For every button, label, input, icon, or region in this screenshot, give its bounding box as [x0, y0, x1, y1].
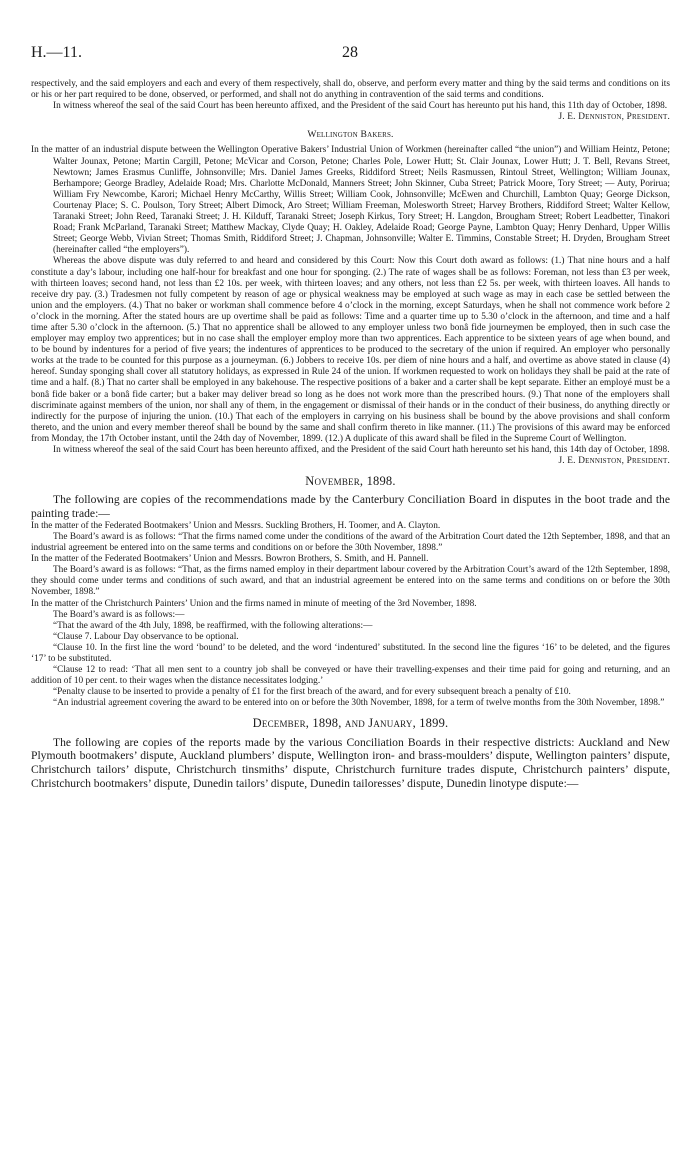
section-intro: The following are copies of the recommendations made by the Canterbury Conciliation Board in disputes in the boot trade and the painting trade:— [31, 493, 670, 521]
witness-text: In witness whereof the seal of the said Court has been hereunto affixed, and the President of the said Court has hereunto put his hand, this 11th day of October, 1898. [53, 101, 668, 112]
award-item: “Clause 12 to read: ‘That all men sent to a country job shall be conveyed or have their travelling-expenses and their time paid for going and returning, and an addition of 10 per cent. to their wages when the distance necessitates lodging.’ [31, 665, 670, 687]
case-title: In the matter of the Christchurch Painters’ Union and the firms named in minute of meeting of the 3rd November, 1898. [31, 598, 477, 609]
case-title: In the matter of the Federated Bootmakers’ Union and Messrs. Bowron Brothers, S. Smith, and H. Pannell. [31, 554, 429, 565]
witness-clause [31, 101, 670, 112]
report-reference: H.—11. [31, 44, 82, 61]
case-title: In the matter of the Federated Bootmakers’ Union and Messrs. Suckling Brothers, H. Toomer, and A. Clayton. [31, 520, 441, 531]
case-award-lead: The Board’s award is as follows:— [53, 609, 185, 620]
signature: J. E. Denniston, President. [558, 456, 670, 467]
award-item: “Penalty clause to be inserted to provide a penalty of £1 for the first breach of the award, and for every subsequent breach a penalty of £10. [53, 687, 571, 698]
page-number: 28 [342, 44, 358, 61]
section-intro: The following are copies of the reports made by the various Conciliation Boards in their respective districts: Auckland and New Plymouth bootmakers’ dispute, Auckland plumbers’ dispute, Wellington iron- and brass-moulders’ dispute, Wellington painters’ dispute, Christchurch tailors’ dispute, Christchurch tinsmiths’ dispute, Christchurch furniture trades dispute, Christchurch painters’ dispute, Christchurch bootmakers’ dispute, Dunedin tailors’ dispute, Dunedin tailoresses’ dispute, Dunedin linotype dispute:— [31, 735, 670, 790]
signature-line [31, 456, 670, 467]
section-title-wellington-bakers: Wellington Bakers. [307, 129, 394, 141]
dispute-parties: In the matter of an industrial dispute between the Wellington Operative Bakers’ Industrial Union of Workmen (hereinafter called “the union”) and William Heintz, Petone; Walter Jounax, Petone; Martin Cargill, Petone; McVicar and Corson, Petone; Charles Pole, Lower Hutt; St. Clair Jounax, Lower Hutt; J. T. Bell, Revans Street, Newtown; James Erasmus Cunliffe, Johnsonville; Mrs. Daniel James Greeks, Riddiford Street; Neils Rasmussen, Rintoul Street, Wellington; William Jounax, Berhampore; George Bradley, Adelaide Road; Mrs. Charlotte McDonald, Manners Street; John Skinner, Cuba Street; Patrick Moore, Tory Street; — Auty, Porirua; William Fry Newcombe, Karori; Michael Henry McCarthy, Willis Street; William Cook, Johnsonville; McEwen and Churchill, Lambton Quay; George Dickson, Courtenay Place; S. C. Poulson, Tory Street; Albert Dimock, Aro Street; William Freeman, Molesworth Street; Harvey Brothers, Riddiford Street; Walter Kellow, Taranaki Street; John Reed, Taranaki Street; J. H. Kilduff, Taranaki Street; Joseph Kirkus, Tory Street; H. Langdon, Brougham Street; Robert Leadbetter, Tinakori Road; Frank McParland, Taranaki Street; Matthew Mackay, Clyde Quay; H. Oakley, Adelaide Road; George Payne, Lambton Quay; Henry Denhard, Upper Willis Street; George Webb, Vivian Street; Thomas Smith, Riddiford Street; J. Chapman, Johnsonville; Walter E. Timmins, Constable Street; H. Dryden, Brougham Street (hereinafter called “the employers”). [31, 145, 670, 256]
section-heading-december: December, 1898, and January, 1899. [252, 716, 449, 731]
signature: J. E. Denniston, President. [558, 112, 670, 123]
continuation-paragraph: respectively, and the said employers and each and every of them respectively, shall do, observe, and perform every matter and thing by the said terms and conditions on its or his or her part required to be done, observed, or performed, and shall not do anything in contravention of the said terms and conditions. [31, 79, 670, 101]
award-item: “Clause 7. Labour Day observance to be optional. [53, 631, 239, 642]
witness-clause: In witness whereof the seal of the said Court has been hereunto affixed, and the President of the said Court hath hereunto set his hand, this 14th day of October, 1898. [53, 445, 670, 455]
signature-line [31, 112, 670, 123]
case-award: The Board’s award is as follows: “That the firms named come under the conditions of the award of the Arbitration Court dated the 12th September, 1898, and that an industrial agreement be entered into on the same terms and conditions on or before the 30th November, 1898.” [31, 531, 670, 554]
page-body [31, 79, 670, 791]
award-text: Whereas the above dispute was duly referred to and heard and considered by this Court: Now this Court doth award as follows: (1.) That nine hours and a half constitute a day’s labour, including one half-hour for breakfast and one hour for sponging. (2.) The rate of wages shall be as follows: Foreman, not less than £3 per week, with thirteen loaves; second hand, not less than £2 10s. per week, with thirteen loaves; and any others, not less than £2 5s. per week, with thirteen loaves. All hands to receive dry pay. (3.) Tradesmen not fully competent by reason of age or physical weakness may be employed at such wage as may in each case be settled between the union and the employers. (4.) That no baker or workman shall commence before 4 o’clock in the morning, except Saturdays, when he shall not commence work before 2 o’clock in the morning. After the stated hours are up overtime shall be paid as follows: Time and a quarter time up to 5.30 o’clock in the afternoon, and time and a half time after 5.30 o’clock in the afternoon. (5.) That no apprentice shall be allowed to any employer unless two bonâ fide journeymen be employed, then in such case the employer may employ two apprentices; but in no case shall the employer employ more than two apprentices. Each apprentice to be sixteen years of age when bound, and to be bound by indentures for a period of five years; the indentures of apprentices to be produced to the secretary of the union if required. An employer who personally works at the trade to be counted for this purpose as a journeyman. (6.) Jobbers to receive 10s. per diem of nine hours and a half, and overtime as above stated in clause (4) hereof. Sunday sponging shall cover all statutory holidays, as expressed in Rule 24 of the union. If workmen requested to work on holidays they shall be paid at the rate of time and a half. (8.) That no carter shall be employed in any bakehouse. The respective positions of a baker and a carter shall be kept separate. Either an employé must be a bonâ fide baker or a bonâ fide carter; but a baker may deliver bread so long as he does not work more than the prescribed hours. (9.) That none of the employers shall discriminate against members of the union, nor shall any of them, in the engagement or dismissal of their hands or in the conduct of their business, do anything directly or indirectly for the purpose of injuring the union. (10.) That each of the employers in carrying on his business shall be bound by the above provisions and shall conform thereto, and the union and every member thereof shall be bound by the same and shall confirm thereto in like manner. (11.) The provisions of this award may be enforced from Monday, the 17th October instant, until the 24th day of November, 1899. (12.) A duplicate of this award shall be filed in the Supreme Court of Wellington. [31, 256, 670, 444]
award-item: “Clause 10. In the first line the word ‘bound’ to be deleted, and the word ‘indentured’ substituted. In the second line the figures ‘16’ to be deleted, and the figures ‘17’ to be substituted. [31, 642, 670, 664]
award-item: “An industrial agreement covering the award to be entered into on or before the 30th November, 1898, for a term of twelve months from the 30th November, 1898.” [53, 698, 665, 709]
award-item: “That the award of the 4th July, 1898, be reaffirmed, with the following alterations:— [53, 620, 373, 631]
section-heading-november: November, 1898. [305, 474, 396, 489]
case-award: The Board’s award is as follows: “That, as the firms named employ in their department labour covered by the Arbitration Court’s award of the 12th September, 1898, they should come under terms and conditions of such award, and that an industrial agreement be entered into on the same terms and conditions on or before the 30th November, 1898.” [31, 565, 670, 598]
